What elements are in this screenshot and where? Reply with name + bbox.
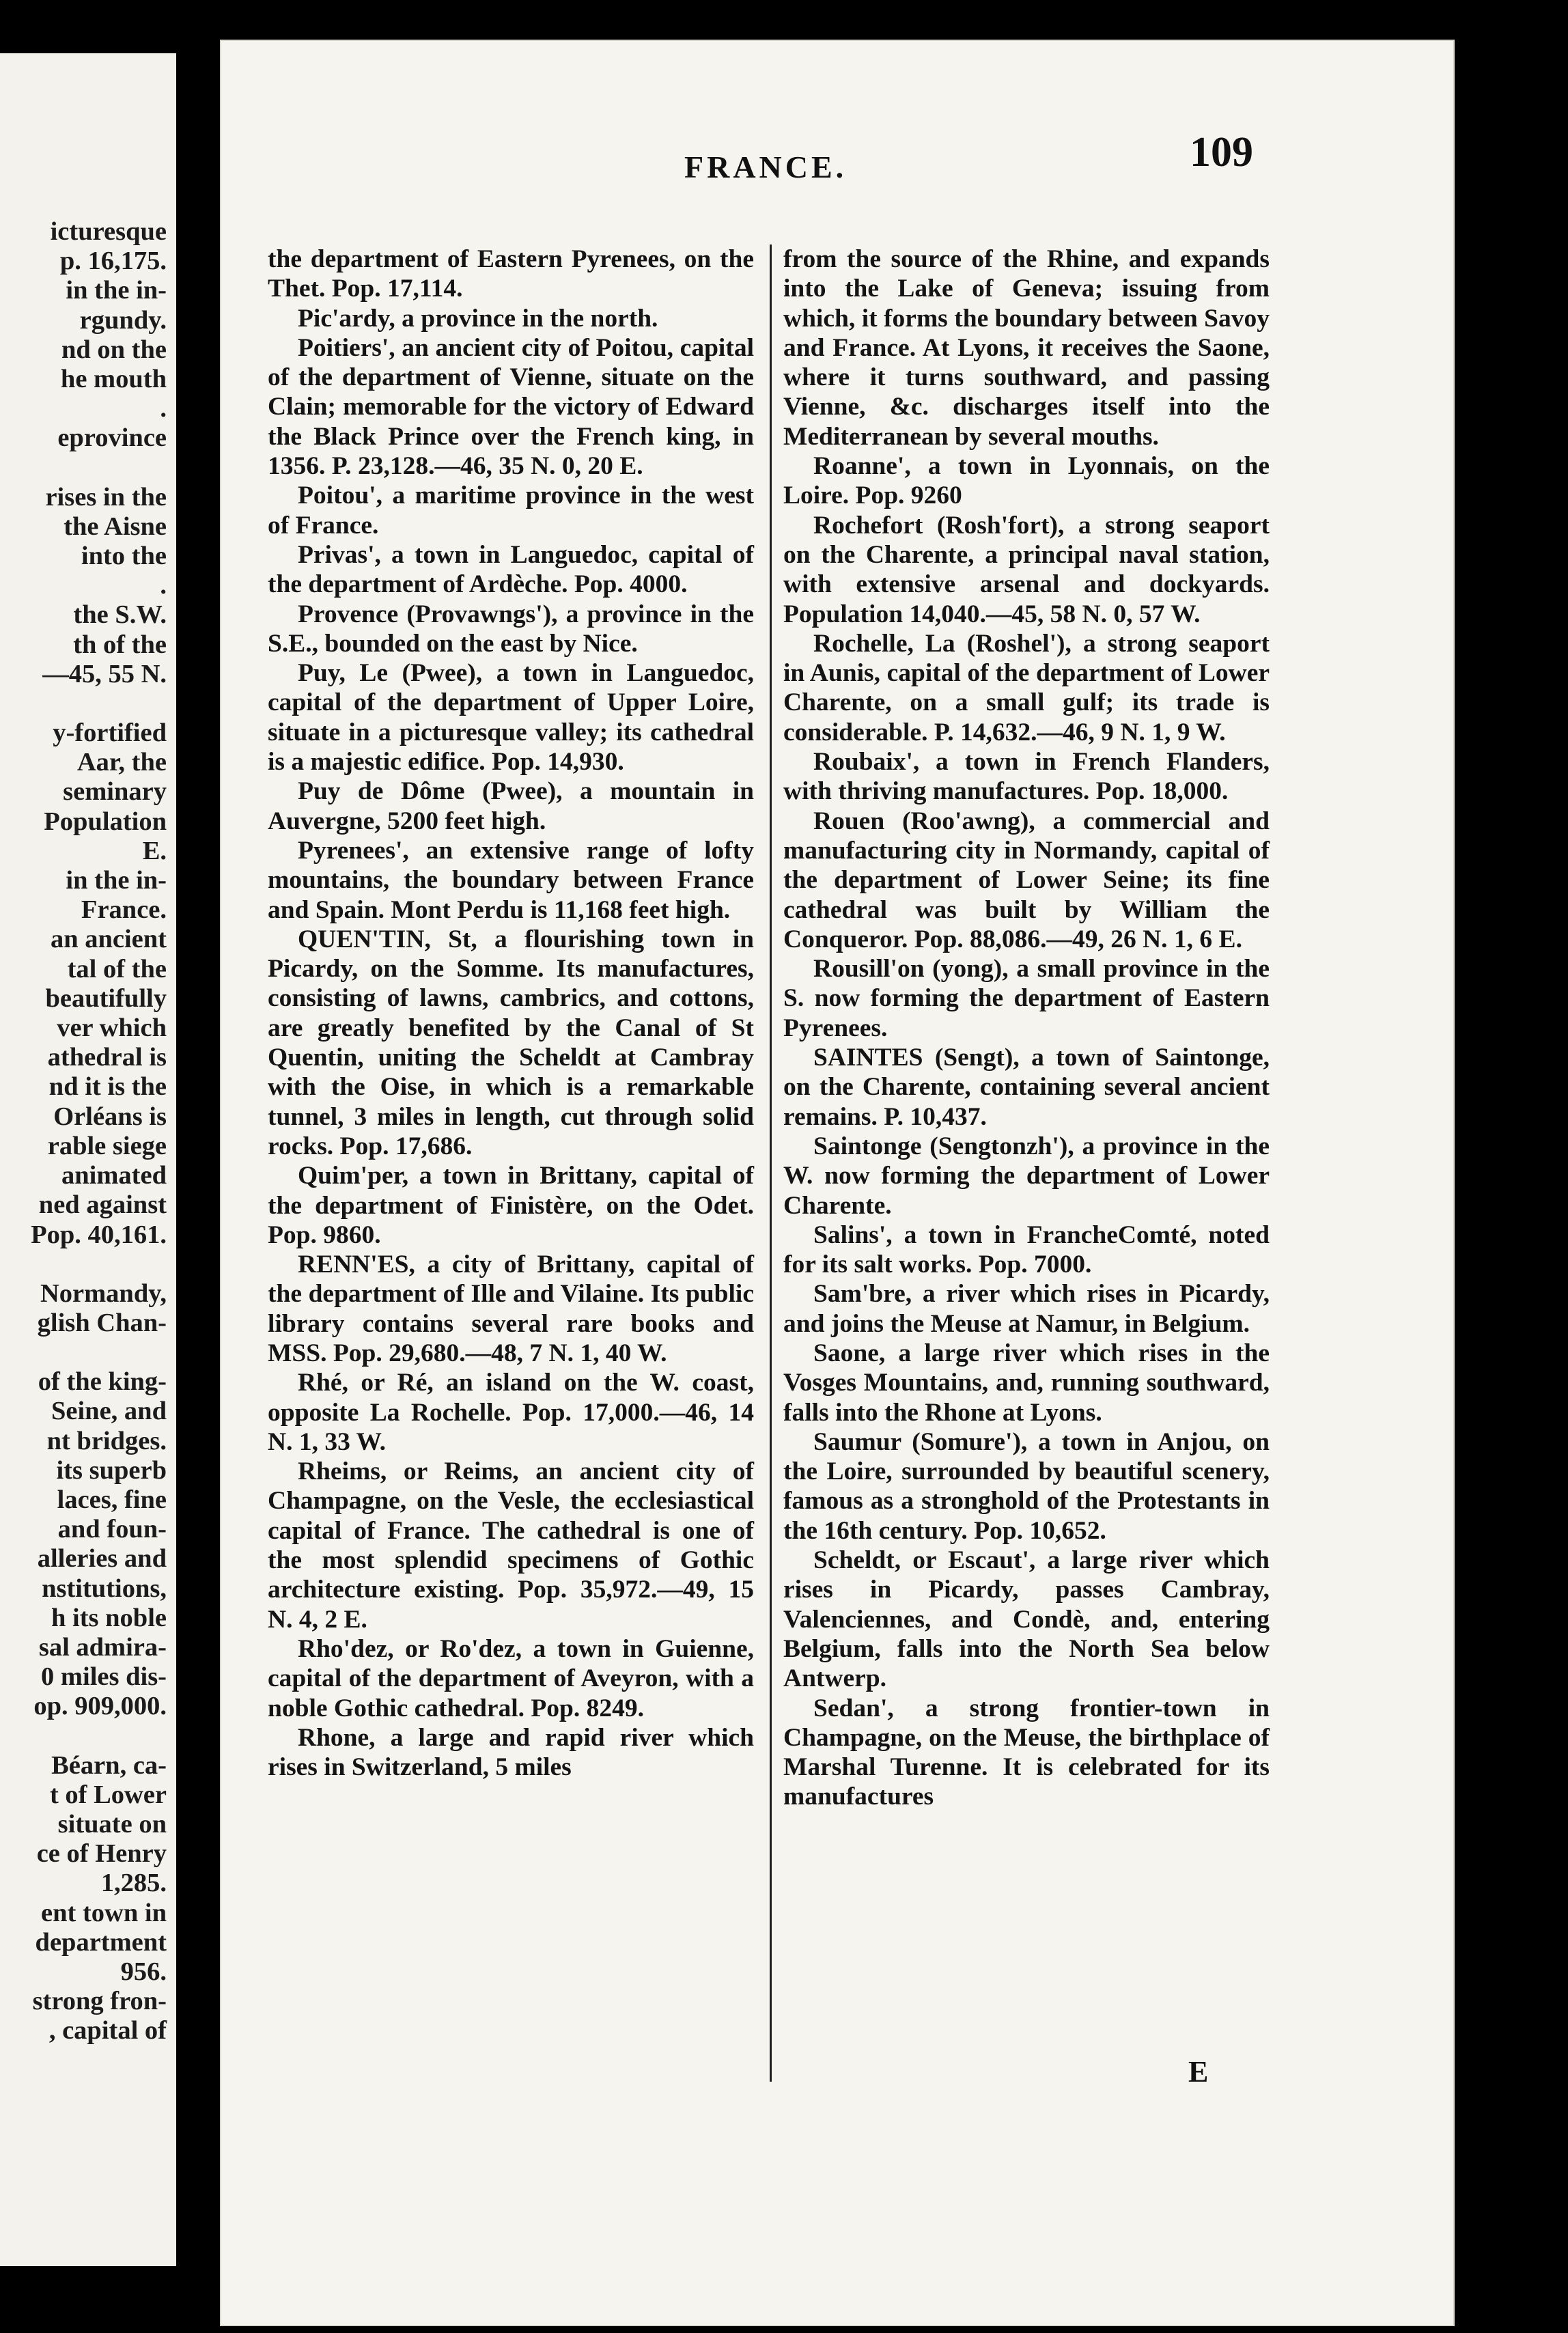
gazetteer-entry: Salins', a town in FrancheComté, noted for its salt works. Pop. 7000.	[783, 1220, 1270, 1279]
left-page-line: an ancient	[50, 925, 167, 954]
left-page-line: animated	[61, 1161, 167, 1190]
left-page-line	[0, 1250, 167, 1279]
left-page-line: th of the	[73, 630, 167, 659]
gazetteer-entry: Rhé, or Ré, an island on the W. coast, opposite La Rochelle. Pop. 17,000.—46, 14 N. 1, 33 W.	[268, 1369, 754, 1456]
gazetteer-entry: Rousill'on (yong), a small province in the S. now forming the department of Eastern Pyrenees.	[783, 955, 1270, 1042]
left-page-line: rises in the	[45, 482, 167, 512]
gazetteer-entry: Rhone, a large and rapid river which rises in Switzerland, 5 miles	[268, 1723, 754, 1782]
left-page-line: France.	[81, 895, 167, 925]
left-page-line: ce of Henry	[36, 1839, 167, 1869]
left-page-line: nd on the	[61, 335, 167, 364]
gazetteer-entry: Scheldt, or Escaut', a large river which rises in Picardy, passes Cambray, Valenciennes, and Condè, and, entering Belgium, falls into the North Sea below Antwerp.	[783, 1546, 1270, 1693]
left-page-line: nstitutions,	[42, 1574, 167, 1603]
gazetteer-entry: Rho'dez, or Ro'dez, a town in Guienne, capital of the department of Aveyron, with a noble Gothic cathedral. Pop. 8249.	[268, 1634, 754, 1722]
left-page-line: y-fortified	[53, 718, 167, 748]
left-page-line: and foun-	[57, 1515, 167, 1544]
left-page-line: strong fron-	[32, 1987, 167, 2016]
left-page-line	[0, 453, 167, 483]
gazetteer-entry: QUEN'TIN, St, a flourishing town in Picardy, on the Somme. Its manufactures, consisting of lawns, cambrics, and cottons, are greatly benefited by the Canal of St Quentin, uniting the Scheldt at Cambray with the Oise, in which is a remarkable tunnel, 3 miles in length, cut through solid rocks. Pop. 17,686.	[268, 925, 754, 1160]
left-page-line: ned against	[38, 1190, 167, 1220]
gazetteer-entry: Saone, a large river which rises in the Vosges Mountains, and, running southward, falls into the Rhone at Lyons.	[783, 1339, 1270, 1427]
left-page-line: into the	[81, 542, 167, 571]
left-page-line	[0, 1338, 167, 1367]
left-page-line: beautifully	[45, 983, 167, 1013]
left-page-line: tal of the	[67, 954, 167, 983]
left-page-line: Population	[44, 807, 167, 836]
left-page-line: eprovince	[57, 423, 167, 453]
left-page-line: athedral is	[47, 1043, 167, 1072]
gazetteer-entry: the department of Eastern Pyrenees, on the Thet. Pop. 17,114.	[268, 245, 754, 303]
left-page-line: nd it is the	[48, 1072, 167, 1102]
gazetteer-entry: Sam'bre, a river which rises in Picardy, and joins the Meuse at Namur, in Belgium.	[783, 1280, 1270, 1338]
book-page	[220, 40, 1455, 2326]
left-page-line: department	[35, 1927, 167, 1957]
gazetteer-entry: Saintonge (Sengtonzh'), a province in the W. now forming the department of Lower Charente.	[783, 1132, 1270, 1220]
left-page-line: in the in-	[66, 866, 167, 895]
left-page-line: , capital of	[48, 2016, 167, 2045]
left-page-line: laces, fine	[57, 1485, 167, 1514]
gazetteer-entry: RENN'ES, a city of Brittany, capital of the department of Ille and Vilaine. Its public library contains several rare books and MSS. Pop. 29,680.—48, 7 N. 1, 40 W.	[268, 1251, 754, 1367]
left-page-line	[0, 689, 167, 718]
left-page-line: op. 909,000.	[33, 1692, 167, 1721]
gazetteer-entry: Rheims, or Reims, an ancient city of Champagne, on the Vesle, the ecclesiastical capital of France. The cathedral is one of the most splendid specimens of Gothic architecture existing. Pop. 35,972.—49, 15 N. 4, 2 E.	[268, 1457, 754, 1634]
left-page-line: nt bridges.	[46, 1426, 167, 1455]
left-page-text	[0, 217, 167, 2046]
left-page-line: Béarn, ca-	[51, 1750, 167, 1780]
gazetteer-entry: Puy, Le (Pwee), a town in Languedoc, capital of the department of Upper Loire, situate in a picturesque valley; its cathedral is a majestic edifice. Pop. 14,930.	[268, 659, 754, 777]
left-page-line: E.	[142, 836, 167, 865]
gazetteer-entry: Poitou', a maritime province in the west of France.	[268, 481, 754, 540]
gazetteer-entry: Saumur (Somure'), a town in Anjou, on the Loire, surrounded by beautiful scenery, famous as a stronghold of the Protestants in the 16th century. Pop. 10,652.	[783, 1427, 1270, 1545]
left-page-line	[0, 1722, 167, 1751]
running-head: FRANCE.	[684, 150, 848, 184]
gazetteer-entry: Pyrenees', an extensive range of lofty mountains, the boundary between France and Spain. Mont Perdu is 11,168 feet high.	[268, 836, 754, 924]
left-page-line: glish Chan-	[37, 1308, 167, 1337]
left-page-line: seminary	[63, 777, 167, 807]
left-page-line: the S.W.	[73, 600, 167, 630]
left-page-line: p. 16,175.	[59, 247, 167, 276]
left-page-line: t of Lower	[49, 1780, 167, 1809]
right-column	[783, 245, 1270, 1812]
column-divider	[770, 245, 772, 2082]
left-page-line: Orléans is	[53, 1102, 167, 1131]
gazetteer-entry: Roubaix', a town in French Flanders, with thriving manufactures. Pop. 18,000.	[783, 748, 1270, 806]
left-page-line: in the in-	[66, 276, 167, 305]
gazetteer-entry: Privas', a town in Languedoc, capital of the department of Ardèche. Pop. 4000.	[268, 540, 754, 599]
left-page-line: rgundy.	[79, 305, 167, 335]
gazetteer-entry: Sedan', a strong frontier-town in Champagne, on the Meuse, the birthplace of Marshal Turenne. It is celebrated for its manufactures	[783, 1694, 1270, 1811]
gazetteer-entry: Rouen (Roo'awng), a commercial and manufacturing city in Normandy, capital of the department of Lower Seine; its fine cathedral was built by William the Conqueror. Pop. 88,086.—49, 26 N. 1, 6 E.	[783, 807, 1270, 953]
left-page-fragment	[0, 53, 176, 2266]
gazetteer-entry: Pic'ardy, a province in the north.	[298, 304, 658, 333]
left-page-line: .	[160, 394, 167, 423]
left-page-line: its superb	[56, 1455, 167, 1485]
left-page-line: Pop. 40,161.	[31, 1220, 167, 1249]
left-page-line: of the king-	[38, 1367, 167, 1397]
left-page-line: the Aisne	[64, 512, 167, 541]
signature-mark: E	[1188, 2055, 1209, 2088]
left-column	[268, 245, 754, 1782]
left-page-line: situate on	[57, 1809, 167, 1839]
left-page-line: he mouth	[60, 365, 167, 394]
gazetteer-entry: Roanne', a town in Lyonnais, on the Loire. Pop. 9260	[783, 452, 1270, 510]
left-page-line: alleries and	[37, 1544, 167, 1574]
left-page-line: h its noble	[51, 1603, 167, 1632]
gazetteer-entry: Puy de Dôme (Pwee), a mountain in Auvergne, 5200 feet high.	[268, 777, 754, 835]
left-page-line: ent town in	[41, 1898, 167, 1927]
gazetteer-entry: SAINTES (Sengt), a town of Saintonge, on the Charente, containing several ancient remains. P. 10,437.	[783, 1044, 1270, 1131]
left-page-line: Normandy,	[40, 1279, 167, 1308]
left-page-line: rable siege	[47, 1131, 167, 1160]
left-page-line: 1,285.	[100, 1869, 167, 1898]
left-page-line: —45, 55 N.	[42, 659, 167, 688]
left-page-line: 0 miles dis-	[41, 1662, 167, 1692]
gazetteer-entry: Poitiers', an ancient city of Poitou, capital of the department of Vienne, situate on the Clain; memorable for the victory of Edward the Black Prince over the French king, in 1356. P. 23,128.—46, 35 N. 0, 20 E.	[268, 333, 754, 481]
left-page-line: sal admira-	[38, 1632, 167, 1662]
gazetteer-entry: Rochefort (Rosh'fort), a strong seaport on the Charente, a principal naval station, with extensive arsenal and dockyards. Population 14,040.—45, 58 N. 0, 57 W.	[783, 511, 1270, 628]
gazetteer-entry: Quim'per, a town in Brittany, capital of the department of Finistère, on the Odet. Pop. 9860.	[268, 1162, 754, 1249]
gazetteer-entry: Provence (Provawngs'), a province in the S.E., bounded on the east by Nice.	[268, 600, 754, 658]
left-page-line: 956.	[120, 1957, 167, 1986]
left-page-line: Seine, and	[51, 1397, 167, 1426]
gazetteer-entry: Rochelle, La (Roshel'), a strong seaport in Aunis, capital of the department of Lower Charente, on a small gulf; its trade is considerable. P. 14,632.—46, 9 N. 1, 9 W.	[783, 629, 1270, 746]
page-number: 109	[1190, 129, 1253, 176]
left-page-line: ver which	[57, 1014, 167, 1043]
gazetteer-entry: from the source of the Rhine, and expands into the Lake of Geneva; issuing from which, it forms the boundary between Savoy and France. At Lyons, it receives the Saone, where it turns southward, and passing Vienne, &c. discharges itself into the Mediterranean by several mouths.	[783, 245, 1270, 451]
left-page-line: icturesque	[50, 217, 167, 246]
left-page-line: Aar, the	[76, 748, 167, 777]
left-page-line: .	[160, 571, 167, 600]
